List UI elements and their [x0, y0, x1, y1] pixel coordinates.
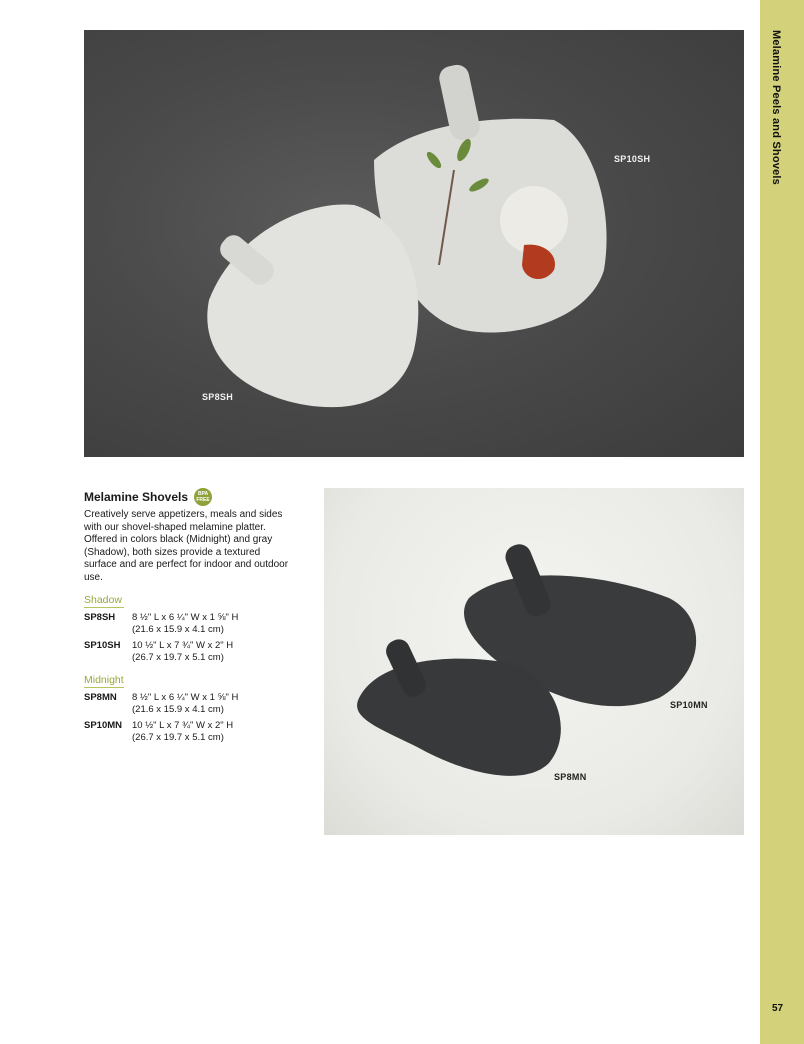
- badge-line-2: FREE: [196, 497, 210, 503]
- sku-metric: (21.6 x 15.9 x 4.1 cm): [132, 624, 224, 635]
- shadow-shovels-illustration: [84, 30, 744, 457]
- page-number: 57: [772, 1003, 784, 1014]
- side-tab: [760, 0, 804, 1044]
- sku-dimensions: 8 ½" L x 6 ¼" W x 1 ⅝" H: [132, 692, 239, 703]
- sku-dimensions: 10 ½" L x 7 ¾" W x 2" H: [132, 640, 234, 651]
- small-shadow-shovel: [207, 205, 418, 408]
- color-heading-midnight: Midnight: [84, 674, 124, 686]
- small-midnight-shovel: [357, 659, 561, 776]
- sku-row: [84, 612, 314, 636]
- label-sp8mn: SP8MN: [554, 772, 587, 782]
- sku-row: [84, 720, 314, 744]
- label-sp8sh: SP8SH: [202, 392, 234, 402]
- sku-row: [84, 692, 314, 716]
- midnight-shovels-illustration: [324, 488, 744, 835]
- sku-code: SP10SH: [84, 640, 121, 651]
- product-title: Melamine Shovels: [84, 490, 189, 504]
- product-description: Creatively serve appetizers, meals and sides with our shovel-shaped melamine platter. Offered in colors black (Midnight) and gray (Shadow), both sizes provide a textured surface and are perfect for indoor and outdoor use.: [84, 509, 289, 583]
- section-title: Melamine Peels and Shovels: [770, 30, 782, 185]
- sku-row: [84, 640, 314, 664]
- sku-dimensions: 10 ½" L x 7 ¾" W x 2" H: [132, 720, 234, 731]
- sku-code: SP8MN: [84, 692, 117, 703]
- color-heading-shadow: Shadow: [84, 594, 124, 608]
- label-sp10sh: SP10SH: [614, 154, 651, 164]
- sku-code: SP10MN: [84, 720, 123, 731]
- label-sp10mn: SP10MN: [670, 700, 708, 710]
- midnight-shovels-photo: [324, 488, 744, 835]
- sku-metric: (21.6 x 15.9 x 4.1 cm): [132, 704, 224, 715]
- sku-metric: (26.7 x 19.7 x 5.1 cm): [132, 732, 224, 743]
- bpa-free-badge: [194, 488, 212, 506]
- sku-dimensions: 8 ½" L x 6 ¼" W x 1 ⅝" H: [132, 612, 239, 623]
- shadow-shovels-photo: [84, 30, 744, 457]
- product-info: [84, 488, 314, 744]
- dessert: [500, 186, 568, 254]
- badge-line-1: BPA: [197, 491, 209, 497]
- sku-metric: (26.7 x 19.7 x 5.1 cm): [132, 652, 224, 663]
- sku-code: SP8SH: [84, 612, 116, 623]
